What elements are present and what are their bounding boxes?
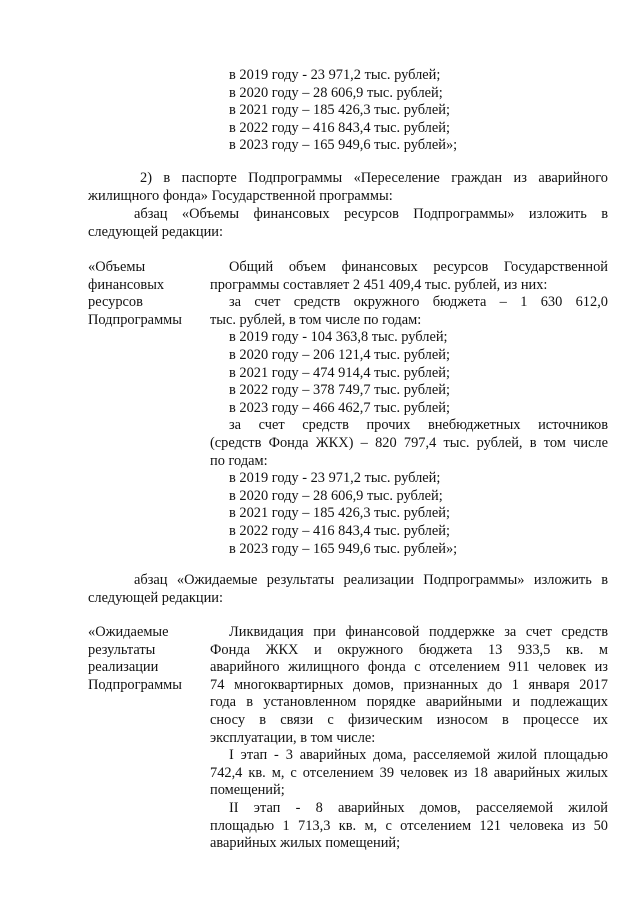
text-line: тыс. рублей, в том числе по годам: [210,311,422,328]
year-line: в 2023 году – 165 949,6 тыс. рублей»; [229,137,458,154]
text-line: в 2020 году – 206 121,4 тыс. рублей; [229,346,450,363]
year-line: в 2021 году – 185 426,3 тыс. рублей; [229,102,450,119]
text-line: 74 многоквартирных домов, признанных до 1 января 2017 [210,676,608,693]
text-line: в 2020 году – 28 606,9 тыс. рублей; [229,487,443,504]
text-line: в 2023 году – 466 462,7 тыс. рублей; [229,399,450,416]
paragraph-abzac-results [88,572,608,607]
text-line: года в установленном порядке аварийными и подлежащих [210,694,608,711]
text-line: 2) в паспорте Подпрограммы «Переселение граждан из аварийного [140,170,608,186]
paragraph-abzac-volumes [88,206,608,241]
section-label-results: «Ожидаемые результаты реализации Подпрограммы [88,624,182,693]
text-line: площадью 1 713,3 кв. м, с отселением 121 человека из 50 [210,817,608,834]
text-line: в 2019 году - 23 971,2 тыс. рублей; [229,470,441,487]
text-line: жилищного фонда» Государственной программы: [88,187,393,204]
text-line: абзац «Объемы финансовых ресурсов Подпрограммы» изложить в [134,206,608,222]
text-line: программы составляет 2 451 409,4 тыс. рублей, из них: [210,276,548,293]
text-line: абзац «Ожидаемые результаты реализации Подпрограммы» изложить в [134,572,608,588]
year-line: в 2019 году - 23 971,2 тыс. рублей; [229,67,441,83]
text-line: Общий объем финансовых ресурсов Государственной [229,259,608,275]
text-line: (средств Фонда ЖКХ) – 820 797,4 тыс. рублей, в том числе [210,434,608,451]
text-line: аварийного жилищного фонда с отселением 911 человек из [210,659,608,676]
text-line: в 2022 году – 416 843,4 тыс. рублей; [229,522,450,539]
text-line: эксплуатации, в том числе: [210,729,376,746]
text-line: Фонда ЖКХ и окружного бюджета 13 933,5 кв. м [210,641,608,658]
text-line: в 2019 году - 104 363,8 тыс. рублей; [229,329,448,346]
text-line: Ликвидация при финансовой поддержке за счет средств [229,624,608,640]
text-line: I этап - 3 аварийных дома, расселяемой жилой площадью [229,747,608,764]
top-year-list [229,67,457,155]
text-line: аварийных жилых помещений; [210,835,401,852]
text-line: в 2022 году – 378 749,7 тыс. рублей; [229,382,450,399]
text-line: II этап - 8 аварийных домов, расселяемой жилой [229,799,608,816]
paragraph-passport [88,170,608,205]
year-line: в 2022 году – 416 843,4 тыс. рублей; [229,119,450,136]
text-line: следующей редакции: [88,589,223,606]
text-line: сносу в связи с физическим износом в процессе их [210,711,608,728]
year-line: в 2020 году – 28 606,9 тыс. рублей; [229,84,443,101]
text-line: по годам: [210,452,268,469]
text-line: помещений; [210,782,285,799]
text-line: в 2021 году – 185 426,3 тыс. рублей; [229,505,450,522]
section-label-volumes: «Объемы финансовых ресурсов Подпрограммы [88,259,182,328]
section-body-results [210,624,608,853]
text-line: 742,4 кв. м, с отселением 39 человек из 18 аварийных жилых [210,764,608,781]
section-body-volumes [210,259,608,558]
text-line: в 2021 году – 474 914,4 тыс. рублей; [229,364,450,381]
text-line: следующей редакции: [88,223,223,240]
text-line: в 2023 году – 165 949,6 тыс. рублей»; [229,540,458,557]
text-line: за счет средств окружного бюджета – 1 630 612,0 [229,294,608,311]
text-line: за счет средств прочих внебюджетных источников [229,417,608,434]
